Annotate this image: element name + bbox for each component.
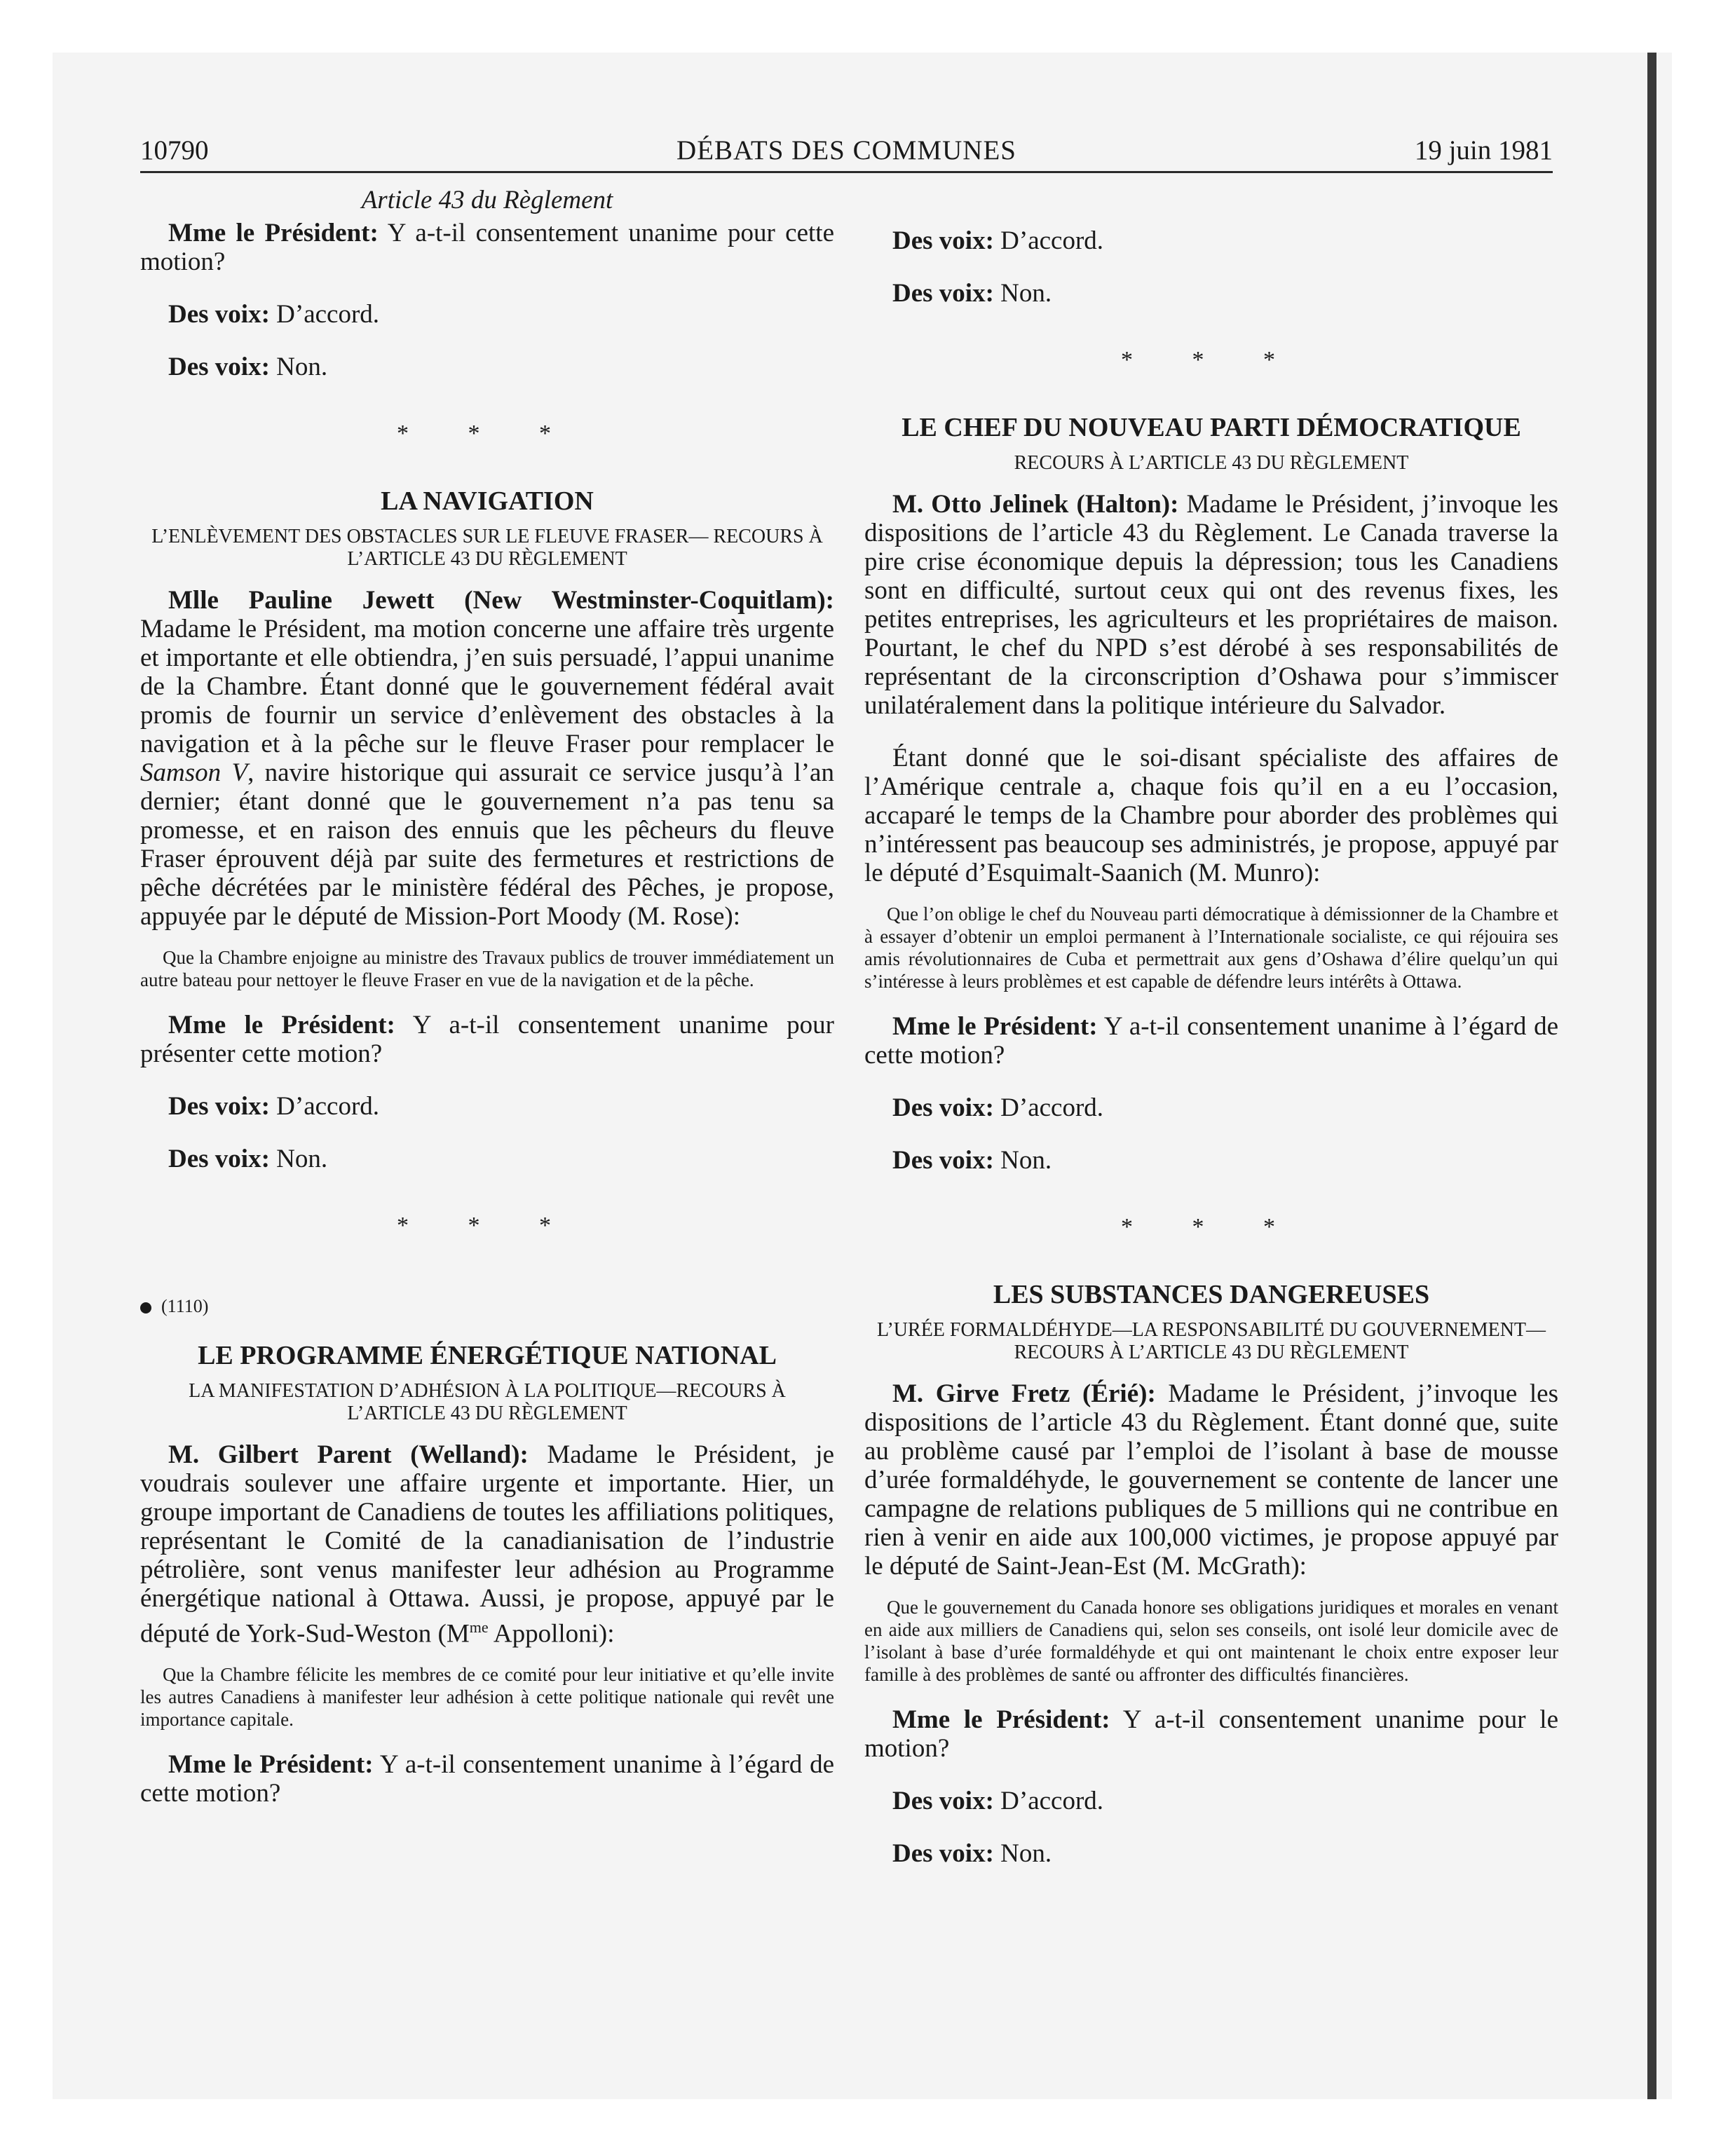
voices-line [864,1787,1558,1815]
speaker-name: Mme le Président: [892,1705,1110,1734]
speech-text: Non. [993,1146,1052,1175]
speaker-name: Des voix: [892,1839,994,1868]
time-marker-text: (1110) [161,1296,209,1316]
speech-text: D’accord. [993,1093,1104,1122]
motion-text: Que le gouvernement du Canada honore ses obligations juridiques et morales en venant en aide aux milliers de Canadiens qui, selon ses conseils, ont isolé leur domicile avec de l’isolant à base d’urée formaldéhyde et qui ont maintenant le choix entre exposer leur famille à des problèmes de santé ou affronter des difficultés financières. [864,1597,1558,1685]
voices-line [140,300,834,329]
speech-paragraph [140,1011,834,1068]
speech-text: Madame le Président, ma motion concerne une affaire très urgente et importante et elle obtiendra, j’en suis persuadé, l’appui unanime de la Chambre. Étant donné que le gouvernement fédéral avait promis de fournir un service d’enlèvement des obstacles à la navigation et à la pêche sur le fleuve Fraser pour remplacer le [140,615,834,758]
speech-paragraph [140,1440,834,1648]
speaker-name: Mme le Président: [168,1750,374,1780]
speaker-name: Mme le Président: [168,1011,395,1039]
speaker-name: M. Gilbert Parent (Welland): [168,1440,529,1469]
page-number: 10790 [140,135,209,165]
speech-paragraph [140,586,834,931]
motion-text: Que la Chambre enjoigne au ministre des Travaux publics de trouver immédiatement un autre bateau pour nettoyer le fleuve Fraser en vue de la navigation et de la pêche. [140,947,834,990]
section-title: LA NAVIGATION [381,486,594,516]
speech-text: Y a-t-il consentement unanime à l’égard de cette motion? [864,1012,1558,1070]
time-marker [140,1292,834,1321]
speech-paragraph [864,1012,1558,1070]
voices-line [864,1146,1558,1175]
speech-text: Y a-t-il consentement unanime pour le motion? [864,1705,1559,1763]
speaker-name: Des voix: [168,300,270,329]
speech-text: Madame le Président, je voudrais soulever une affaire urgente et importante. Hier, un groupe important de Canadiens de toutes les affiliations politiques, représentant le Comité de la canadianisation de l’industrie pétrolière, sont venus manifester leur adhésion au Programme énergétique national à Ottawa. Aussi, je propose, appuyé par le député de York-Sud-Weston (M [140,1440,834,1649]
publication-date: 19 juin 1981 [1414,135,1553,165]
speech-paragraph [864,1379,1558,1581]
page-header [140,132,1553,173]
speech-text: D’accord. [993,1787,1104,1815]
motion-text: Que la Chambre félicite les membres de ce comité pour leur initiative et qu’elle invite les autres Canadiens à manifester leur adhésion à cette politique nationale qui revêt une importance capitale. [140,1664,834,1731]
speech-text: Appolloni): [488,1619,615,1649]
speech-text: D’accord. [269,1092,380,1121]
speech-text: D’accord. [993,226,1104,255]
speech-text: Y a-t-il consentement unanime à l’égard de cette motion? [140,1750,834,1808]
speaker-name: Des voix: [892,226,994,255]
voices-line [864,1093,1558,1122]
speaker-name: M. Girve Fretz (Érié): [892,1379,1156,1408]
section-subtitle: L’ENLÈVEMENT DES OBSTACLES SUR LE FLEUVE FRASER— RECOURS À L’ARTICLE 43 DU RÈGLEMENT [151,526,823,570]
speaker-name: M. Otto Jelinek (Halton): [892,490,1179,519]
speech-text: Y a-t-il consentement unanime pour présenter cette motion? [140,1011,834,1068]
section-title: LES SUBSTANCES DANGEREUSES [993,1280,1430,1309]
speaker-name: Mme le Président: [892,1012,1098,1041]
right-column [864,186,1558,1868]
voices-line [140,1145,834,1173]
section-title: LE CHEF DU NOUVEAU PARTI DÉMOCRATIQUE [901,413,1521,442]
article-heading: Article 43 du Règlement [361,186,613,214]
bullet-icon [140,1302,151,1314]
speaker-name: Des voix: [168,353,270,381]
section-subtitle: L’URÉE FORMALDÉHYDE—LA RESPONSABILITÉ DU GOUVERNEMENT—RECOURS À L’ARTICLE 43 DU RÈGLEMENT [876,1319,1546,1363]
speech-text: Madame le Président, j’invoque les dispositions de l’article 43 du Règlement. Le Canada traverse la pire crise économique depuis la dépression; tous les Canadiens sont en difficulté, surtout ceux qui ont des revenus fixes, les petites entreprises, les agriculteurs et les propriétaires de maison. Pourtant, le chef du NPD s’est dérobé à ses responsabilités de représentant de la circonscription d’Oshawa pour s’immiscer unilatéralement dans la politique intérieure du Salvador. [864,490,1558,720]
speaker-name: Des voix: [168,1145,270,1173]
page-edge-shadow [1647,53,1656,2099]
speech-text: Non. [993,1839,1052,1868]
section-subtitle: RECOURS À L’ARTICLE 43 DU RÈGLEMENT [1014,452,1409,474]
speech-paragraph: Étant donné que le soi-disant spécialiste des affaires de l’Amérique centrale a, chaque fois qu’il en a eu l’occasion, accaparé le temps de la Chambre pour aborder des problèmes qui n’intéressent pas beaucoup ses administrés, je propose, appuyé par le député d’Esquimalt-Saanich (M. Munro): [864,744,1558,887]
speaker-name: Des voix: [892,279,994,308]
section-separator: * * * [397,1213,578,1239]
speech-text: Non. [269,1145,328,1173]
voices-line [864,1839,1558,1868]
superscript: me [469,1618,489,1636]
voices-line [864,279,1558,308]
voices-line [864,226,1558,255]
publication-title: DÉBATS DES COMMUNES [676,135,1016,165]
speech-paragraph [140,1750,834,1808]
speaker-name: Mlle Pauline Jewett (New Westminster-Coquitlam): [168,586,834,615]
ship-name: Samson V [140,758,248,787]
speech-text: Y a-t-il consentement unanime pour cette motion? [140,219,835,276]
speech-paragraph [864,490,1558,720]
speaker-name: Des voix: [892,1093,994,1122]
speech-text: Madame le Président, j’invoque les dispositions de l’article 43 du Règlement. Étant donné que, suite au problème causé par l’emploi de l’isolant à base de mousse d’urée formaldéhyde, le gouvernement se contente de lancer une campagne de relations publiques de 5 millions qui ne contribue en rien à venir en aide aux 100,000 victimes, je propose appuyé par le député de Saint-Jean-Est (M. McGrath): [864,1379,1558,1581]
speech-text: Non. [993,279,1052,308]
section-separator: * * * [397,421,578,446]
speech-paragraph [864,1705,1558,1763]
section-separator: * * * [1121,347,1302,373]
left-column [140,186,834,1808]
speaker-name: Des voix: [892,1787,994,1815]
speech-text: , navire historique qui assurait ce service jusqu’à l’an dernier; étant donné que le gouvernement n’a pas tenu sa promesse, et en raison des ennuis que les pêcheurs du fleuve Fraser éprouvent déjà par suite des fermetures et restrictions de pêche décrétées par le ministère fédéral des Pêches, je propose, appuyée par le député de Mission-Port Moody (M. Rose): [140,758,834,931]
voices-line [140,1092,834,1121]
speech-text: Non. [269,353,328,381]
speech-paragraph [140,219,834,276]
section-subtitle: LA MANIFESTATION D’ADHÉSION À LA POLITIQUE—RECOURS À L’ARTICLE 43 DU RÈGLEMENT [189,1380,786,1424]
speaker-name: Des voix: [892,1146,994,1175]
section-separator: * * * [1121,1214,1302,1240]
voices-line [140,353,834,381]
speech-text: D’accord. [269,300,380,329]
section-title: LE PROGRAMME ÉNERGÉTIQUE NATIONAL [198,1341,777,1370]
speaker-name: Des voix: [168,1092,270,1121]
speaker-name: Mme le Président: [168,219,379,247]
motion-text: Que l’on oblige le chef du Nouveau parti démocratique à démissionner de la Chambre et à essayer d’obtenir un emploi permanent à l’Internationale socialiste, ce qui réjouira ses amis révolutionnaires de Cuba et permettrait aux gens d’Oshawa d’élire quelqu’un qui s’intéresse à leurs problèmes et est capable de défendre leurs intérêts à Ottawa. [864,903,1558,992]
